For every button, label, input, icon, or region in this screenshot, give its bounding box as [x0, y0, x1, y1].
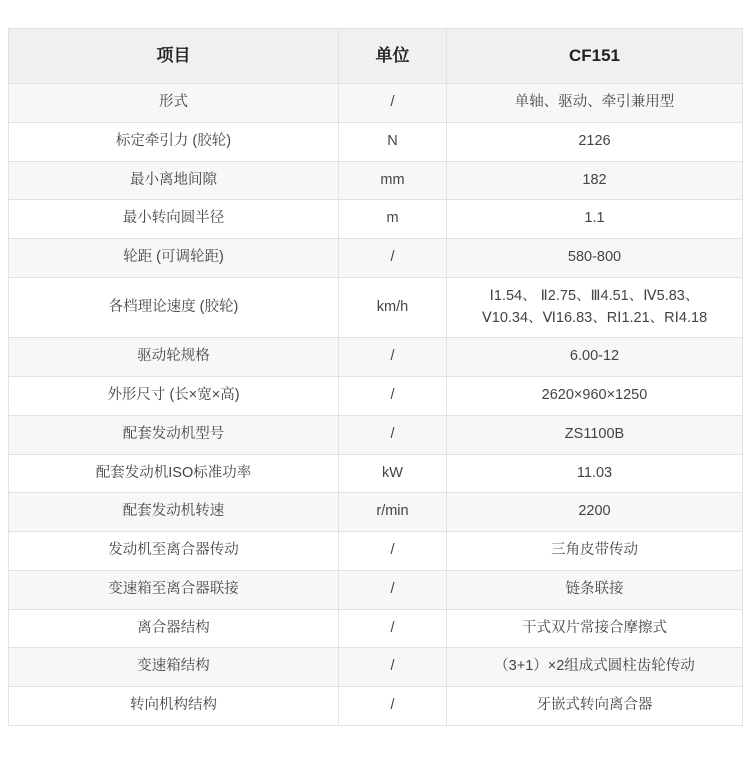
table-row [9, 532, 743, 571]
cell-value: 牙嵌式转向离合器 [447, 687, 743, 726]
cell-unit: / [339, 84, 447, 123]
cell-value: 2620×960×1250 [447, 377, 743, 416]
specification-table [8, 28, 743, 726]
table-row [9, 161, 743, 200]
table-row [9, 200, 743, 239]
cell-item: 外形尺寸 (长×宽×高) [9, 377, 339, 416]
cell-unit: r/min [339, 493, 447, 532]
cell-item: 最小转向圆半径 [9, 200, 339, 239]
cell-value: 干式双片常接合摩擦式 [447, 609, 743, 648]
cell-value: 6.00-12 [447, 338, 743, 377]
table-row [9, 570, 743, 609]
cell-value: ZS1100B [447, 415, 743, 454]
cell-value: 2126 [447, 122, 743, 161]
column-header-item: 项目 [9, 29, 339, 84]
cell-unit: kW [339, 454, 447, 493]
cell-item: 离合器结构 [9, 609, 339, 648]
table-row [9, 84, 743, 123]
table-row [9, 687, 743, 726]
cell-item: 配套发动机ISO标准功率 [9, 454, 339, 493]
table-row [9, 338, 743, 377]
cell-value: 580-800 [447, 239, 743, 278]
cell-unit: / [339, 377, 447, 416]
cell-value: 三角皮带传动 [447, 532, 743, 571]
cell-unit: / [339, 415, 447, 454]
cell-value: 1.1 [447, 200, 743, 239]
column-header-unit: 单位 [339, 29, 447, 84]
cell-item: 配套发动机型号 [9, 415, 339, 454]
cell-unit: / [339, 687, 447, 726]
table-row [9, 493, 743, 532]
table-row [9, 648, 743, 687]
table-row [9, 415, 743, 454]
table-body [9, 84, 743, 726]
table-header [9, 29, 743, 84]
cell-unit: N [339, 122, 447, 161]
cell-value-line: Ⅰ1.54、 Ⅱ2.75、Ⅲ4.51、Ⅳ5.83、 [489, 287, 700, 304]
cell-value: 2200 [447, 493, 743, 532]
cell-value [447, 277, 743, 338]
cell-unit: / [339, 570, 447, 609]
cell-value: 单轴、驱动、牵引兼用型 [447, 84, 743, 123]
table-header-row [9, 29, 743, 84]
cell-unit: / [339, 648, 447, 687]
cell-item: 标定牵引力 (胶轮) [9, 122, 339, 161]
cell-item: 转向机构结构 [9, 687, 339, 726]
cell-item: 变速箱至离合器联接 [9, 570, 339, 609]
cell-item: 配套发动机转速 [9, 493, 339, 532]
table-row [9, 377, 743, 416]
cell-unit: mm [339, 161, 447, 200]
cell-unit: / [339, 609, 447, 648]
cell-value: 链条联接 [447, 570, 743, 609]
table-row [9, 277, 743, 338]
table-row [9, 122, 743, 161]
cell-item: 轮距 (可调轮距) [9, 239, 339, 278]
cell-item: 各档理论速度 (胶轮) [9, 277, 339, 338]
cell-unit: km/h [339, 277, 447, 338]
column-header-model: CF151 [447, 29, 743, 84]
table-row [9, 454, 743, 493]
cell-item: 最小离地间隙 [9, 161, 339, 200]
cell-item: 发动机至离合器传动 [9, 532, 339, 571]
cell-unit: / [339, 338, 447, 377]
table-row [9, 239, 743, 278]
cell-value: （3+1）×2组成式圆柱齿轮传动 [447, 648, 743, 687]
cell-value-line: Ⅴ10.34、Ⅵ16.83、RⅠ1.21、RⅠ4.18 [481, 309, 708, 326]
cell-value: 182 [447, 161, 743, 200]
cell-item: 驱动轮规格 [9, 338, 339, 377]
cell-value: 11.03 [447, 454, 743, 493]
cell-unit: / [339, 532, 447, 571]
cell-item: 形式 [9, 84, 339, 123]
cell-unit: m [339, 200, 447, 239]
cell-item: 变速箱结构 [9, 648, 339, 687]
table-row [9, 609, 743, 648]
cell-unit: / [339, 239, 447, 278]
